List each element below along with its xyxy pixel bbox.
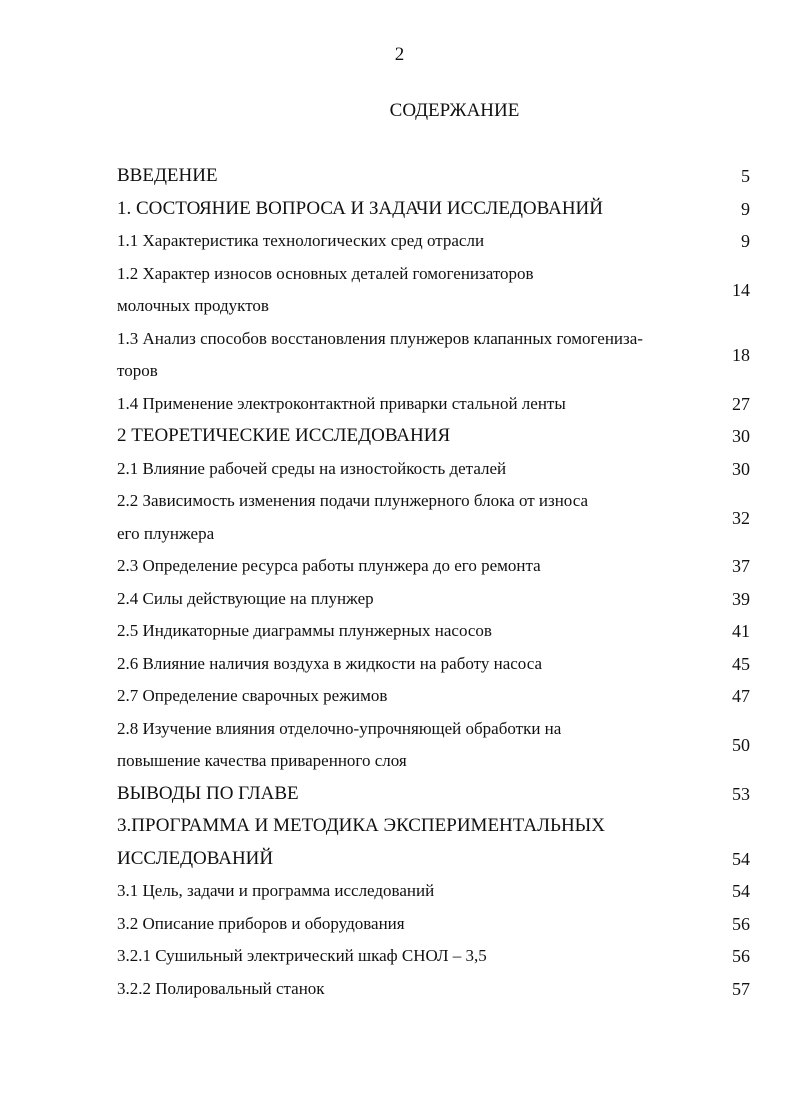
toc-entry xyxy=(117,550,750,583)
toc-entry-text: 3.2.2 Полировальный станок xyxy=(117,978,325,998)
toc-entry-text: 2.1 Влияние рабочей среды на изностойкость деталей xyxy=(117,458,507,478)
toc-entry-text: торов xyxy=(117,361,158,380)
toc-entry-text: повышение качества приваренного слоя xyxy=(117,751,407,770)
toc-entry-page: 50 xyxy=(732,734,750,755)
toc-entry xyxy=(117,258,750,323)
toc-entry-page: 56 xyxy=(732,946,750,966)
toc-entry-page: 54 xyxy=(732,881,750,901)
toc-entry-text: 1.1 Характеристика технологических сред отрасли xyxy=(117,231,485,250)
toc-entry-page: 56 xyxy=(732,913,750,934)
toc-title: СОДЕРЖАНИЕ xyxy=(389,100,520,121)
toc-entry xyxy=(117,875,750,908)
toc-entry-text: ВЫВОДЫ ПО ГЛАВЕ xyxy=(117,782,299,804)
toc-entry-text: 2.7 Определение сварочных режимов xyxy=(117,686,388,705)
toc-entry-page: 54 xyxy=(732,848,750,869)
toc-entry-page: 47 xyxy=(732,686,750,706)
toc-entry xyxy=(117,420,750,453)
toc-entry xyxy=(117,908,750,941)
toc-entry-page: 18 xyxy=(732,344,750,365)
page-number: 2 xyxy=(394,44,405,65)
toc-entry-page: 30 xyxy=(732,458,750,479)
toc-entry-text: 2.8 Изучение влияния отделочно-упрочняющей обработки на xyxy=(117,718,562,738)
toc-entry-page: 5 xyxy=(741,166,750,186)
toc-entry xyxy=(117,453,750,486)
toc-entry xyxy=(117,778,750,811)
toc-entry xyxy=(117,810,750,875)
toc-entry-page: 9 xyxy=(741,198,750,219)
toc-entry-text: 2.2 Зависимость изменения подачи плунжерного блока от износа xyxy=(117,491,589,510)
toc-entry-text: 1.4 Применение электроконтактной приварки стальной ленты xyxy=(117,393,566,413)
toc-entry-text: 2.4 Силы действующие на плунжер xyxy=(117,588,374,608)
toc-entry-text: 2.6 Влияние наличия воздуха в жидкости на работу насоса xyxy=(117,653,542,673)
toc-entry-text: 1. СОСТОЯНИЕ ВОПРОСА И ЗАДАЧИ ИССЛЕДОВАНИЙ xyxy=(117,197,604,219)
toc-entry-text: ИССЛЕДОВАНИЙ xyxy=(117,847,274,869)
toc-entry-page: 37 xyxy=(732,556,750,576)
toc-entry xyxy=(117,388,750,421)
toc-entry xyxy=(117,615,750,648)
toc-entry xyxy=(117,485,750,550)
toc-entry-text: 2.3 Определение ресурса работы плунжера до его ремонта xyxy=(117,556,541,575)
toc-entry-page: 57 xyxy=(732,978,750,999)
toc-entry-text: 2.5 Индикаторные диаграммы плунжерных насосов xyxy=(117,621,492,640)
toc-entry xyxy=(117,323,750,388)
toc-entry-text: 3.1 Цель, задачи и программа исследований xyxy=(117,881,435,900)
toc-entry-page: 45 xyxy=(732,653,750,674)
toc-entry-text: 3.2 Описание приборов и оборудования xyxy=(117,913,405,933)
toc-entry-text: 2 ТЕОРЕТИЧЕСКИЕ ИССЛЕДОВАНИЯ xyxy=(117,425,451,446)
toc-entry-text: его плунжера xyxy=(117,523,215,543)
toc-entry xyxy=(117,160,750,193)
toc-entry xyxy=(117,713,750,778)
toc-entry-text: 1.3 Анализ способов восстановления плунжеров клапанных гомогениза- xyxy=(117,328,643,348)
toc-entry xyxy=(117,680,750,713)
toc-entry-text: ВВЕДЕНИЕ xyxy=(117,165,218,186)
toc-entry-text: 3.2.1 Сушильный электрический шкаф СНОЛ – 3,5 xyxy=(117,946,487,965)
toc-entry-page: 41 xyxy=(732,621,750,641)
toc-entry xyxy=(117,193,750,226)
toc-entry-text: молочных продуктов xyxy=(117,296,269,315)
toc-entry xyxy=(117,225,750,258)
toc-entry-page: 39 xyxy=(732,588,750,609)
toc-entry xyxy=(117,648,750,681)
toc-entry-page: 9 xyxy=(741,231,750,251)
toc-entry-text: 3.ПРОГРАММА И МЕТОДИКА ЭКСПЕРИМЕНТАЛЬНЫХ xyxy=(117,815,605,836)
toc-entry-page: 53 xyxy=(732,783,750,804)
toc-entry-page: 30 xyxy=(732,426,750,446)
toc-entry-page: 32 xyxy=(732,507,750,528)
toc-entry xyxy=(117,583,750,616)
toc-entry-page: 27 xyxy=(732,393,750,414)
toc-entry-text: 1.2 Характер износов основных деталей гомогенизаторов xyxy=(117,263,534,283)
toc-entry-page: 14 xyxy=(732,279,750,300)
toc-entry xyxy=(117,940,750,973)
toc-entry xyxy=(117,973,750,1006)
